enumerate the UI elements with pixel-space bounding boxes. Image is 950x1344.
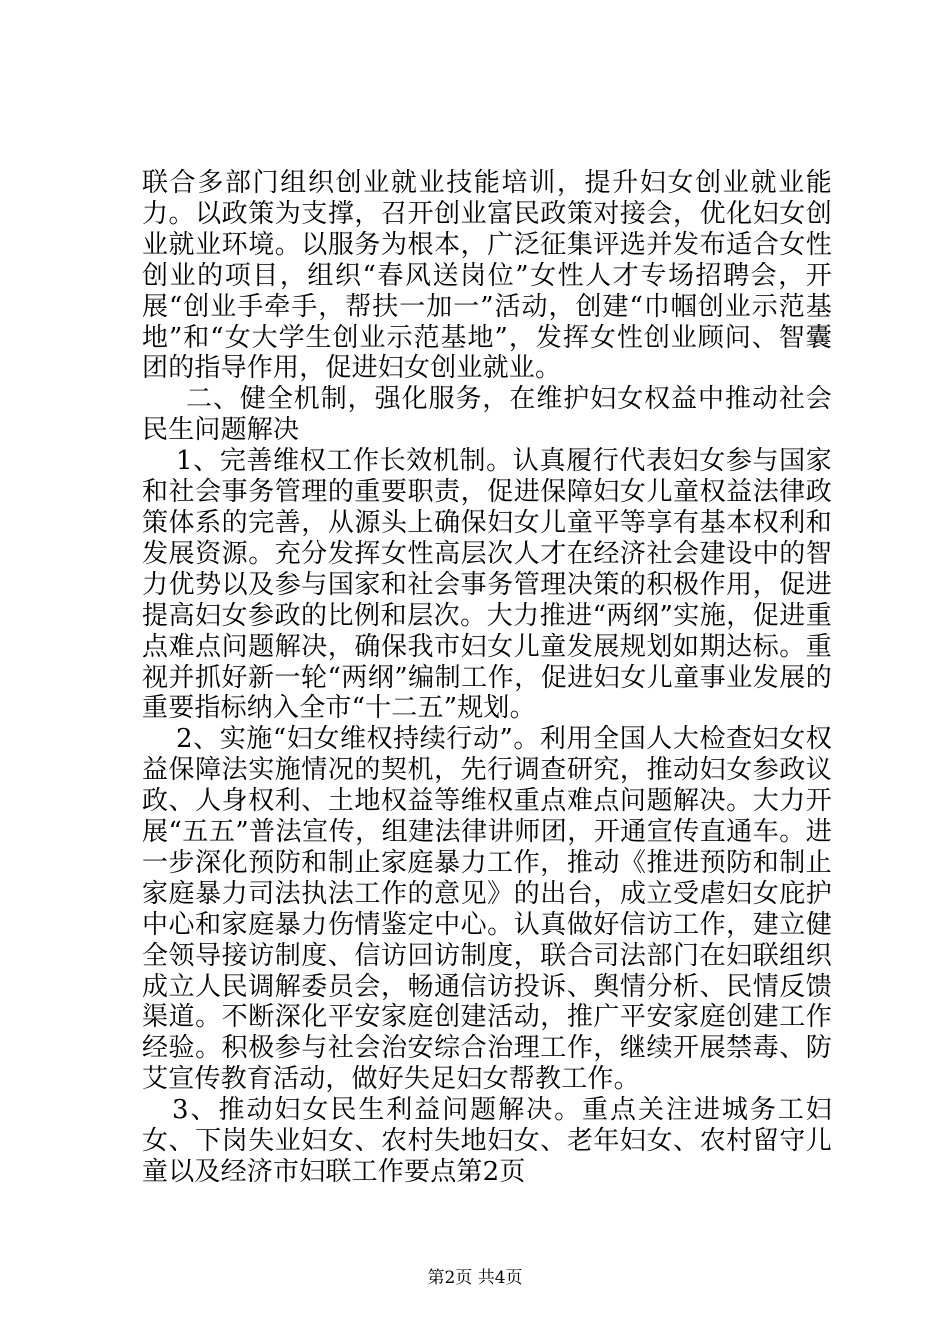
- section-heading-2: 二、健全机制，强化服务，在维护妇女权益中推动社会民生问题解决: [142, 384, 832, 446]
- paragraph-item-2: 2、实施“妇女维权持续行动”。利用全国人大检查妇女权益保障法实施情况的契机，先行调查研究，推动妇女参政议政、人身权利、土地权益等维权重点难点问题解决。大力开展“五五”普法宣传，组建法律讲师团，开通宣传直通车。进一步深化预防和制止家庭暴力工作，推动《推进预防和制止家庭暴力司法执法工作的意见》的出台，成立受虐妇女庇护中心和家庭暴力伤情鉴定中心。认真做好信访工作，建立健全领导接访制度、信访回访制度，联合司法部门在妇联组织成立人民调解委员会，畅通信访投诉、舆情分析、民情反馈渠道。不断深化平安家庭创建活动，推广平安家庭创建工作经验。积极参与社会治安综合治理工作，继续开展禁毒、防艾宣传教育活动，做好失足妇女帮教工作。: [142, 724, 832, 1095]
- paragraph-item-3: 3、推动妇女民生利益问题解决。重点关注进城务工妇女、下岗失业妇女、农村失地妇女、老年妇女、农村留守儿童以及经济市妇联工作要点第2页: [142, 1095, 832, 1187]
- paragraph-continuation: 联合多部门组织创业就业技能培训，提升妇女创业就业能力。以政策为支撑，召开创业富民政策对接会，优化妇女创业就业环境。以服务为根本，广泛征集评选并发布适合女性创业的项目，组织“春风送岗位”女性人才专场招聘会，开展“创业手牵手，帮扶一加一”活动，创建“巾帼创业示范基地”和“女大学生创业示范基地”，发挥女性创业顾问、智囊团的指导作用，促进妇女创业就业。: [142, 168, 832, 384]
- page-footer: 第2页 共4页: [427, 1268, 523, 1288]
- document-body: [142, 168, 832, 1188]
- paragraph-item-1: 1、完善维权工作长效机制。认真履行代表妇女参与国家和社会事务管理的重要职责，促进保障妇女儿童权益法律政策体系的完善，从源头上确保妇女儿童平等享有基本权利和发展资源。充分发挥女性高层次人才在经济社会建设中的智力优势以及参与国家和社会事务管理决策的积极作用，促进提高妇女参政的比例和层次。大力推进“两纲”实施，促进重点难点问题解决，确保我市妇女儿童发展规划如期达标。重视并抓好新一轮“两纲”编制工作，促进妇女儿童事业发展的重要指标纳入全市“十二五”规划。: [142, 446, 832, 724]
